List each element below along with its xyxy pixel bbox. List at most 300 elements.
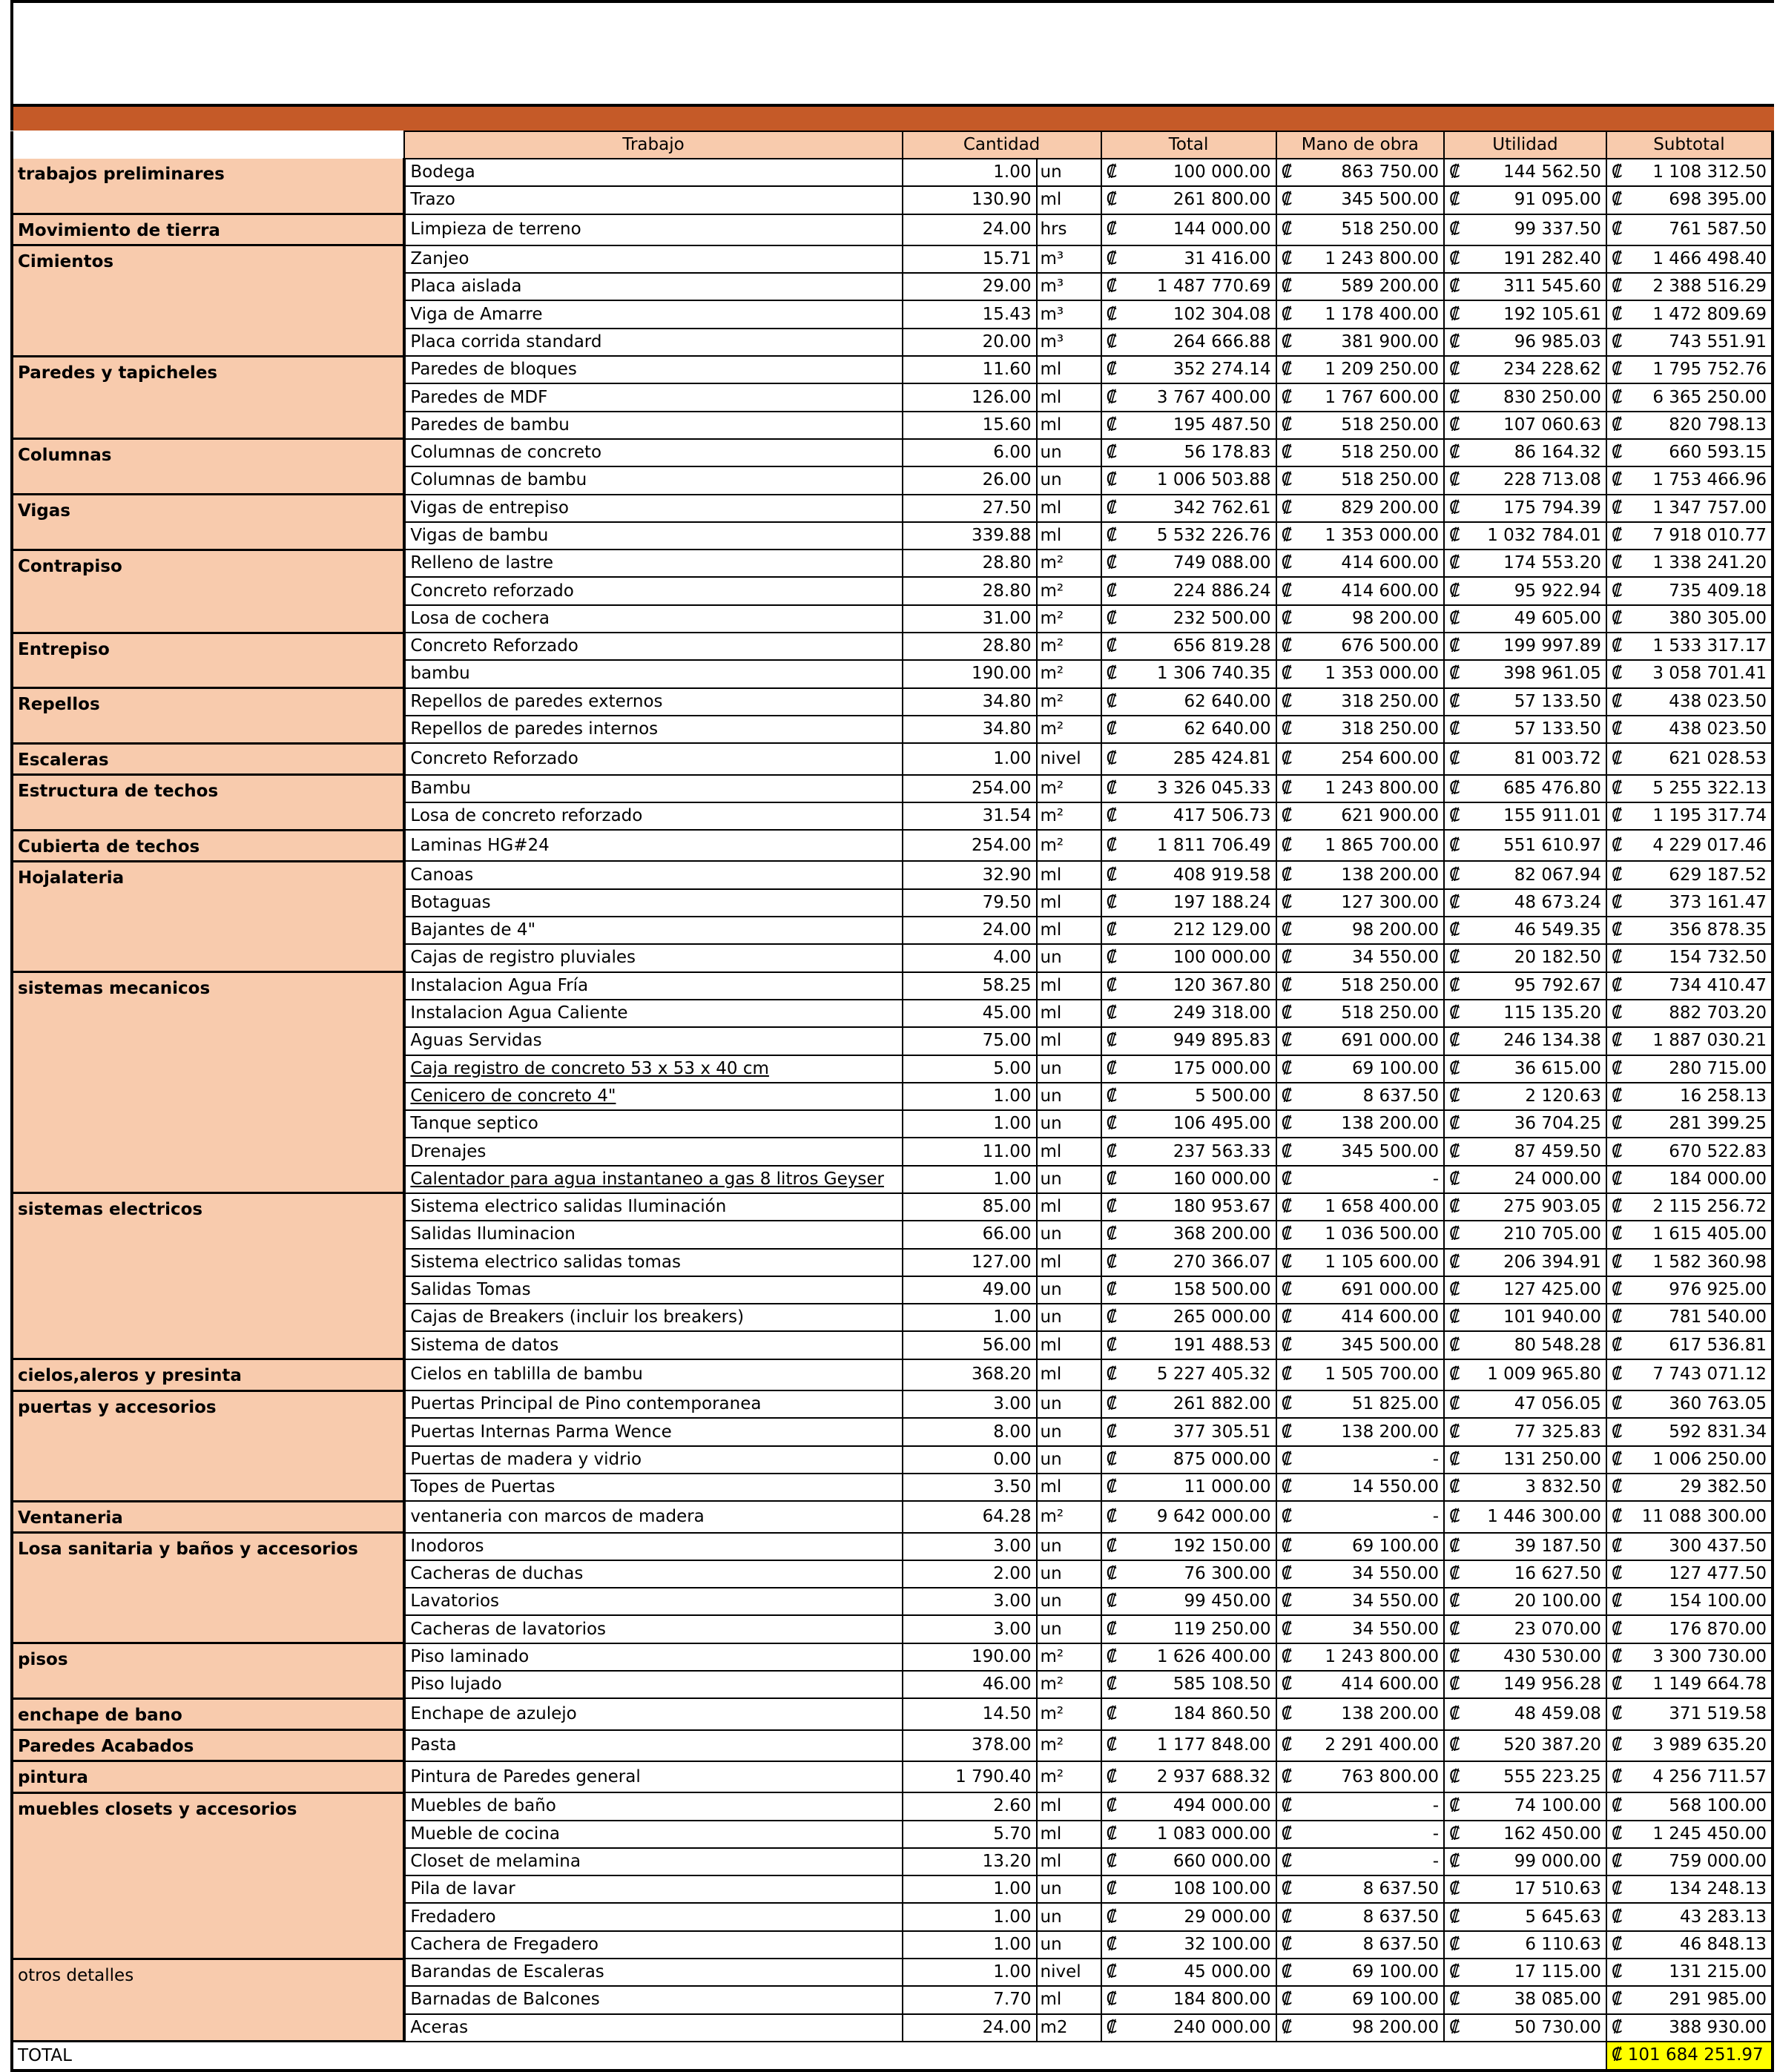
total-cell[interactable]: 224 886.24 <box>1132 577 1276 604</box>
total-cell[interactable]: 184 860.50 <box>1132 1698 1276 1729</box>
cantidad-cell[interactable]: 75.00 <box>903 1027 1037 1055</box>
cantidad-cell[interactable]: 3.50 <box>903 1474 1037 1501</box>
trabajo-cell[interactable]: Calentador para agua instantaneo a gas 8 litros Geyser <box>404 1166 902 1193</box>
unidad-cell[interactable]: m³ <box>1037 245 1101 273</box>
utilidad-cell[interactable]: 36 704.25 <box>1474 1110 1606 1138</box>
mano-de-obra-cell[interactable]: 345 500.00 <box>1307 1138 1444 1165</box>
utilidad-cell[interactable]: 99 000.00 <box>1474 1848 1606 1875</box>
utilidad-cell[interactable]: 49 605.00 <box>1474 605 1606 633</box>
mano-de-obra-cell[interactable]: 34 550.00 <box>1307 1588 1444 1615</box>
trabajo-cell[interactable]: Cajas de registro pluviales <box>404 944 902 971</box>
total-cell[interactable]: 352 274.14 <box>1132 356 1276 383</box>
total-cell[interactable]: 249 318.00 <box>1132 1000 1276 1027</box>
total-cell[interactable]: 265 000.00 <box>1132 1304 1276 1331</box>
subtotal-cell[interactable]: 976 925.00 <box>1638 1276 1773 1304</box>
mano-de-obra-cell[interactable]: 1 767 600.00 <box>1307 383 1444 411</box>
subtotal-cell[interactable]: 1 006 250.00 <box>1638 1446 1773 1474</box>
unidad-cell[interactable]: hrs <box>1037 214 1101 245</box>
unidad-cell[interactable]: m² <box>1037 1643 1101 1671</box>
mano-de-obra-cell[interactable]: 518 250.00 <box>1307 1000 1444 1027</box>
cantidad-cell[interactable]: 1.00 <box>903 1959 1037 1986</box>
mano-de-obra-cell[interactable]: 1 243 800.00 <box>1307 775 1444 802</box>
category-cell[interactable]: Losa sanitaria y baños y accesorios <box>12 1533 404 1643</box>
subtotal-cell[interactable]: 4 229 017.46 <box>1638 830 1773 861</box>
unidad-cell[interactable]: un <box>1037 1903 1101 1930</box>
cantidad-cell[interactable]: 31.00 <box>903 605 1037 633</box>
subtotal-cell[interactable]: 1 753 466.96 <box>1638 466 1773 494</box>
cantidad-cell[interactable]: 1.00 <box>903 1931 1037 1959</box>
unidad-cell[interactable]: un <box>1037 1615 1101 1643</box>
mano-de-obra-cell[interactable]: 69 100.00 <box>1307 1986 1444 2013</box>
utilidad-cell[interactable]: 107 060.63 <box>1474 412 1606 439</box>
category-cell[interactable]: puertas y accesorios <box>12 1390 404 1501</box>
unidad-cell[interactable]: m² <box>1037 1698 1101 1729</box>
subtotal-cell[interactable]: 16 258.13 <box>1638 1083 1773 1110</box>
unidad-cell[interactable]: ml <box>1037 383 1101 411</box>
total-cell[interactable]: 1 177 848.00 <box>1132 1730 1276 1761</box>
total-cell[interactable]: 494 000.00 <box>1132 1792 1276 1820</box>
mano-de-obra-cell[interactable]: 138 200.00 <box>1307 1110 1444 1138</box>
total-cell[interactable]: 656 819.28 <box>1132 633 1276 660</box>
trabajo-cell[interactable]: Cachera de Fregadero <box>404 1931 902 1959</box>
utilidad-cell[interactable]: 210 705.00 <box>1474 1221 1606 1248</box>
total-cell[interactable]: 191 488.53 <box>1132 1331 1276 1359</box>
total-cell[interactable]: 232 500.00 <box>1132 605 1276 633</box>
subtotal-cell[interactable]: 621 028.53 <box>1638 743 1773 774</box>
trabajo-cell[interactable]: Lavatorios <box>404 1588 902 1615</box>
subtotal-cell[interactable]: 371 519.58 <box>1638 1698 1773 1729</box>
category-cell[interactable]: Contrapiso <box>12 550 404 633</box>
utilidad-cell[interactable]: 20 182.50 <box>1474 944 1606 971</box>
trabajo-cell[interactable]: Sistema de datos <box>404 1331 902 1359</box>
cantidad-cell[interactable]: 28.80 <box>903 633 1037 660</box>
cantidad-cell[interactable]: 28.80 <box>903 550 1037 577</box>
cantidad-cell[interactable]: 126.00 <box>903 383 1037 411</box>
unidad-cell[interactable]: un <box>1037 159 1101 186</box>
subtotal-cell[interactable]: 356 878.35 <box>1638 917 1773 944</box>
unidad-cell[interactable]: nivel <box>1037 1959 1101 1986</box>
total-cell[interactable]: 1 811 706.49 <box>1132 830 1276 861</box>
subtotal-cell[interactable]: 734 410.47 <box>1638 972 1773 1000</box>
utilidad-cell[interactable]: 3 832.50 <box>1474 1474 1606 1501</box>
utilidad-cell[interactable]: 38 085.00 <box>1474 1986 1606 2013</box>
utilidad-cell[interactable]: 555 223.25 <box>1474 1761 1606 1792</box>
utilidad-cell[interactable]: 80 548.28 <box>1474 1331 1606 1359</box>
category-cell[interactable]: pintura <box>12 1761 404 1792</box>
header-utilidad[interactable]: Utilidad <box>1444 131 1606 159</box>
unidad-cell[interactable]: m² <box>1037 802 1101 830</box>
cantidad-cell[interactable]: 79.50 <box>903 889 1037 917</box>
unidad-cell[interactable]: m³ <box>1037 273 1101 300</box>
unidad-cell[interactable]: un <box>1037 439 1101 466</box>
subtotal-cell[interactable]: 300 437.50 <box>1638 1533 1773 1560</box>
total-cell[interactable]: 144 000.00 <box>1132 214 1276 245</box>
category-cell[interactable]: Vigas <box>12 495 404 550</box>
utilidad-cell[interactable]: 234 228.62 <box>1474 356 1606 383</box>
total-cell[interactable]: 62 640.00 <box>1132 688 1276 716</box>
utilidad-cell[interactable]: 192 105.61 <box>1474 300 1606 328</box>
mano-de-obra-cell[interactable]: 98 200.00 <box>1307 605 1444 633</box>
utilidad-cell[interactable]: 149 956.28 <box>1474 1671 1606 1698</box>
total-cell[interactable]: 660 000.00 <box>1132 1848 1276 1875</box>
category-cell[interactable]: otros detalles <box>12 1959 404 2042</box>
unidad-cell[interactable]: un <box>1037 1931 1101 1959</box>
mano-de-obra-cell[interactable]: 414 600.00 <box>1307 1671 1444 1698</box>
mano-de-obra-cell[interactable]: 8 637.50 <box>1307 1903 1444 1930</box>
total-cell[interactable]: 31 416.00 <box>1132 245 1276 273</box>
unidad-cell[interactable]: ml <box>1037 1027 1101 1055</box>
unidad-cell[interactable]: ml <box>1037 1359 1101 1390</box>
category-cell[interactable]: Repellos <box>12 688 404 744</box>
trabajo-cell[interactable]: Zanjeo <box>404 245 902 273</box>
mano-de-obra-cell[interactable]: 518 250.00 <box>1307 214 1444 245</box>
unidad-cell[interactable]: m² <box>1037 716 1101 743</box>
utilidad-cell[interactable]: 39 187.50 <box>1474 1533 1606 1560</box>
utilidad-cell[interactable]: 115 135.20 <box>1474 1000 1606 1027</box>
total-cell[interactable]: 1 083 000.00 <box>1132 1821 1276 1848</box>
unidad-cell[interactable]: ml <box>1037 412 1101 439</box>
trabajo-cell[interactable]: Puertas Internas Parma Wence <box>404 1418 902 1445</box>
cantidad-cell[interactable]: 28.80 <box>903 577 1037 604</box>
total-cell[interactable]: 261 882.00 <box>1132 1390 1276 1418</box>
utilidad-cell[interactable]: 101 940.00 <box>1474 1304 1606 1331</box>
cantidad-cell[interactable]: 13.20 <box>903 1848 1037 1875</box>
mano-de-obra-cell[interactable]: - <box>1307 1166 1444 1193</box>
subtotal-cell[interactable]: 6 365 250.00 <box>1638 383 1773 411</box>
trabajo-cell[interactable]: Pintura de Paredes general <box>404 1761 902 1792</box>
subtotal-cell[interactable]: 781 540.00 <box>1638 1304 1773 1331</box>
utilidad-cell[interactable]: 48 673.24 <box>1474 889 1606 917</box>
subtotal-cell[interactable]: 1 533 317.17 <box>1638 633 1773 660</box>
trabajo-cell[interactable]: Sistema electrico salidas Iluminación <box>404 1193 902 1221</box>
utilidad-cell[interactable]: 206 394.91 <box>1474 1249 1606 1276</box>
cantidad-cell[interactable]: 1.00 <box>903 1166 1037 1193</box>
header-total[interactable]: Total <box>1101 131 1276 159</box>
cantidad-cell[interactable]: 14.50 <box>903 1698 1037 1729</box>
total-cell[interactable]: 5 532 226.76 <box>1132 522 1276 550</box>
utilidad-cell[interactable]: 5 645.63 <box>1474 1903 1606 1930</box>
mano-de-obra-cell[interactable]: 51 825.00 <box>1307 1390 1444 1418</box>
cantidad-cell[interactable]: 5.00 <box>903 1055 1037 1083</box>
total-cell[interactable]: 1 306 740.35 <box>1132 660 1276 687</box>
total-cell[interactable]: 1 487 770.69 <box>1132 273 1276 300</box>
mano-de-obra-cell[interactable]: 518 250.00 <box>1307 439 1444 466</box>
total-cell[interactable]: 749 088.00 <box>1132 550 1276 577</box>
trabajo-cell[interactable]: Paredes de bloques <box>404 356 902 383</box>
utilidad-cell[interactable]: 23 070.00 <box>1474 1615 1606 1643</box>
mano-de-obra-cell[interactable]: 138 200.00 <box>1307 1698 1444 1729</box>
total-cell[interactable]: 100 000.00 <box>1132 944 1276 971</box>
utilidad-cell[interactable]: 246 134.38 <box>1474 1027 1606 1055</box>
trabajo-cell[interactable]: Losa de concreto reforzado <box>404 802 902 830</box>
total-cell[interactable]: 237 563.33 <box>1132 1138 1276 1165</box>
subtotal-cell[interactable]: 759 000.00 <box>1638 1848 1773 1875</box>
mano-de-obra-cell[interactable]: 34 550.00 <box>1307 944 1444 971</box>
header-trabajo[interactable]: Trabajo <box>404 131 902 159</box>
total-cell[interactable]: 240 000.00 <box>1132 2014 1276 2042</box>
utilidad-cell[interactable]: 275 903.05 <box>1474 1193 1606 1221</box>
utilidad-cell[interactable]: 551 610.97 <box>1474 830 1606 861</box>
utilidad-cell[interactable]: 82 067.94 <box>1474 861 1606 888</box>
unidad-cell[interactable]: un <box>1037 1304 1101 1331</box>
subtotal-cell[interactable]: 438 023.50 <box>1638 716 1773 743</box>
mano-de-obra-cell[interactable]: 14 550.00 <box>1307 1474 1444 1501</box>
subtotal-cell[interactable]: 660 593.15 <box>1638 439 1773 466</box>
cantidad-cell[interactable]: 7.70 <box>903 1986 1037 2013</box>
mano-de-obra-cell[interactable]: 691 000.00 <box>1307 1276 1444 1304</box>
subtotal-cell[interactable]: 154 100.00 <box>1638 1588 1773 1615</box>
mano-de-obra-cell[interactable]: 138 200.00 <box>1307 1418 1444 1445</box>
mano-de-obra-cell[interactable]: 1 353 000.00 <box>1307 660 1444 687</box>
utilidad-cell[interactable]: 48 459.08 <box>1474 1698 1606 1729</box>
unidad-cell[interactable]: ml <box>1037 1474 1101 1501</box>
total-cell[interactable]: 342 762.61 <box>1132 495 1276 522</box>
subtotal-cell[interactable]: 438 023.50 <box>1638 688 1773 716</box>
subtotal-cell[interactable]: 4 256 711.57 <box>1638 1761 1773 1792</box>
trabajo-cell[interactable]: Vigas de bambu <box>404 522 902 550</box>
utilidad-cell[interactable]: 398 961.05 <box>1474 660 1606 687</box>
utilidad-cell[interactable]: 24 000.00 <box>1474 1166 1606 1193</box>
utilidad-cell[interactable]: 1 032 784.01 <box>1474 522 1606 550</box>
cantidad-cell[interactable]: 56.00 <box>903 1331 1037 1359</box>
trabajo-cell[interactable]: Barandas de Escaleras <box>404 1959 902 1986</box>
header-subtotal[interactable]: Subtotal <box>1606 131 1773 159</box>
total-cell[interactable]: 368 200.00 <box>1132 1221 1276 1248</box>
mano-de-obra-cell[interactable]: 1 209 250.00 <box>1307 356 1444 383</box>
cantidad-cell[interactable]: 49.00 <box>903 1276 1037 1304</box>
header-mano-de-obra[interactable]: Mano de obra <box>1276 131 1444 159</box>
trabajo-cell[interactable]: Cajas de Breakers (incluir los breakers) <box>404 1304 902 1331</box>
mano-de-obra-cell[interactable]: 589 200.00 <box>1307 273 1444 300</box>
trabajo-cell[interactable]: Vigas de entrepiso <box>404 495 902 522</box>
cantidad-cell[interactable]: 45.00 <box>903 1000 1037 1027</box>
utilidad-cell[interactable]: 57 133.50 <box>1474 688 1606 716</box>
subtotal-cell[interactable]: 1 795 752.76 <box>1638 356 1773 383</box>
total-cell[interactable]: 264 666.88 <box>1132 329 1276 356</box>
unidad-cell[interactable]: m² <box>1037 1671 1101 1698</box>
trabajo-cell[interactable]: Botaguas <box>404 889 902 917</box>
unidad-cell[interactable]: ml <box>1037 972 1101 1000</box>
unidad-cell[interactable]: m² <box>1037 1730 1101 1761</box>
trabajo-cell[interactable]: Puertas Principal de Pino contemporanea <box>404 1390 902 1418</box>
unidad-cell[interactable]: m² <box>1037 1761 1101 1792</box>
subtotal-cell[interactable]: 1 582 360.98 <box>1638 1249 1773 1276</box>
subtotal-cell[interactable]: 7 743 071.12 <box>1638 1359 1773 1390</box>
subtotal-cell[interactable]: 280 715.00 <box>1638 1055 1773 1083</box>
subtotal-cell[interactable]: 670 522.83 <box>1638 1138 1773 1165</box>
trabajo-cell[interactable]: Instalacion Agua Fría <box>404 972 902 1000</box>
category-cell[interactable]: cielos,aleros y presinta <box>12 1359 404 1390</box>
unidad-cell[interactable]: un <box>1037 1588 1101 1615</box>
cantidad-cell[interactable]: 1.00 <box>903 159 1037 186</box>
trabajo-cell[interactable]: Closet de melamina <box>404 1848 902 1875</box>
mano-de-obra-cell[interactable]: 829 200.00 <box>1307 495 1444 522</box>
trabajo-cell[interactable]: Concreto Reforzado <box>404 633 902 660</box>
trabajo-cell[interactable]: Sistema electrico salidas tomas <box>404 1249 902 1276</box>
mano-de-obra-cell[interactable]: 414 600.00 <box>1307 550 1444 577</box>
cantidad-cell[interactable]: 46.00 <box>903 1671 1037 1698</box>
mano-de-obra-cell[interactable]: 1 505 700.00 <box>1307 1359 1444 1390</box>
subtotal-cell[interactable]: 592 831.34 <box>1638 1418 1773 1445</box>
subtotal-cell[interactable]: 127 477.50 <box>1638 1560 1773 1588</box>
cantidad-cell[interactable]: 1.00 <box>903 1875 1037 1903</box>
mano-de-obra-cell[interactable]: 518 250.00 <box>1307 412 1444 439</box>
trabajo-cell[interactable]: Puertas de madera y vidrio <box>404 1446 902 1474</box>
cantidad-cell[interactable]: 24.00 <box>903 214 1037 245</box>
subtotal-cell[interactable]: 134 248.13 <box>1638 1875 1773 1903</box>
total-cell[interactable]: 408 919.58 <box>1132 861 1276 888</box>
cantidad-cell[interactable]: 8.00 <box>903 1418 1037 1445</box>
unidad-cell[interactable]: ml <box>1037 1792 1101 1820</box>
utilidad-cell[interactable]: 20 100.00 <box>1474 1588 1606 1615</box>
mano-de-obra-cell[interactable]: 1 353 000.00 <box>1307 522 1444 550</box>
unidad-cell[interactable]: ml <box>1037 917 1101 944</box>
trabajo-cell[interactable]: Fredadero <box>404 1903 902 1930</box>
subtotal-cell[interactable]: 1 466 498.40 <box>1638 245 1773 273</box>
mano-de-obra-cell[interactable]: 621 900.00 <box>1307 802 1444 830</box>
cantidad-cell[interactable]: 254.00 <box>903 830 1037 861</box>
total-cell[interactable]: 195 487.50 <box>1132 412 1276 439</box>
mano-de-obra-cell[interactable]: 254 600.00 <box>1307 743 1444 774</box>
subtotal-cell[interactable]: 735 409.18 <box>1638 577 1773 604</box>
trabajo-cell[interactable]: Concreto Reforzado <box>404 743 902 774</box>
trabajo-cell[interactable]: Placa aislada <box>404 273 902 300</box>
total-cell[interactable]: 197 188.24 <box>1132 889 1276 917</box>
subtotal-cell[interactable]: 820 798.13 <box>1638 412 1773 439</box>
trabajo-cell[interactable]: Columnas de bambu <box>404 466 902 494</box>
trabajo-cell[interactable]: Aguas Servidas <box>404 1027 902 1055</box>
trabajo-cell[interactable]: Bambu <box>404 775 902 802</box>
category-cell[interactable]: Escaleras <box>12 743 404 774</box>
unidad-cell[interactable]: un <box>1037 1110 1101 1138</box>
cantidad-cell[interactable]: 190.00 <box>903 1643 1037 1671</box>
total-cell[interactable]: 180 953.67 <box>1132 1193 1276 1221</box>
unidad-cell[interactable]: un <box>1037 1875 1101 1903</box>
mano-de-obra-cell[interactable]: 98 200.00 <box>1307 2014 1444 2042</box>
unidad-cell[interactable]: ml <box>1037 1848 1101 1875</box>
utilidad-cell[interactable]: 57 133.50 <box>1474 716 1606 743</box>
unidad-cell[interactable]: m2 <box>1037 2014 1101 2042</box>
subtotal-cell[interactable]: 617 536.81 <box>1638 1331 1773 1359</box>
cantidad-cell[interactable]: 3.00 <box>903 1533 1037 1560</box>
trabajo-cell[interactable]: Muebles de baño <box>404 1792 902 1820</box>
unidad-cell[interactable]: ml <box>1037 1000 1101 1027</box>
trabajo-cell[interactable]: Salidas Iluminacion <box>404 1221 902 1248</box>
utilidad-cell[interactable]: 199 997.89 <box>1474 633 1606 660</box>
trabajo-cell[interactable]: Pila de lavar <box>404 1875 902 1903</box>
trabajo-cell[interactable]: Limpieza de terreno <box>404 214 902 245</box>
category-cell[interactable]: Ventaneria <box>12 1501 404 1532</box>
cantidad-cell[interactable]: 127.00 <box>903 1249 1037 1276</box>
mano-de-obra-cell[interactable]: 414 600.00 <box>1307 577 1444 604</box>
total-cell[interactable]: 212 129.00 <box>1132 917 1276 944</box>
utilidad-cell[interactable]: 830 250.00 <box>1474 383 1606 411</box>
cantidad-cell[interactable]: 11.00 <box>903 1138 1037 1165</box>
mano-de-obra-cell[interactable]: 863 750.00 <box>1307 159 1444 186</box>
cantidad-cell[interactable]: 1.00 <box>903 1304 1037 1331</box>
cantidad-cell[interactable]: 1.00 <box>903 743 1037 774</box>
mano-de-obra-cell[interactable]: 518 250.00 <box>1307 466 1444 494</box>
total-cell[interactable]: 56 178.83 <box>1132 439 1276 466</box>
utilidad-cell[interactable]: 174 553.20 <box>1474 550 1606 577</box>
unidad-cell[interactable]: ml <box>1037 356 1101 383</box>
utilidad-cell[interactable]: 1 009 965.80 <box>1474 1359 1606 1390</box>
mano-de-obra-cell[interactable]: 1 658 400.00 <box>1307 1193 1444 1221</box>
trabajo-cell[interactable]: Columnas de concreto <box>404 439 902 466</box>
cantidad-cell[interactable]: 5.70 <box>903 1821 1037 1848</box>
cantidad-cell[interactable]: 378.00 <box>903 1730 1037 1761</box>
cantidad-cell[interactable]: 190.00 <box>903 660 1037 687</box>
subtotal-cell[interactable]: 1 149 664.78 <box>1638 1671 1773 1698</box>
unidad-cell[interactable]: m² <box>1037 775 1101 802</box>
unidad-cell[interactable]: m² <box>1037 550 1101 577</box>
utilidad-cell[interactable]: 685 476.80 <box>1474 775 1606 802</box>
cantidad-cell[interactable]: 3.00 <box>903 1390 1037 1418</box>
total-cell[interactable]: 417 506.73 <box>1132 802 1276 830</box>
subtotal-cell[interactable]: 3 300 730.00 <box>1638 1643 1773 1671</box>
subtotal-cell[interactable]: 882 703.20 <box>1638 1000 1773 1027</box>
subtotal-cell[interactable]: 184 000.00 <box>1638 1166 1773 1193</box>
cantidad-cell[interactable]: 15.71 <box>903 245 1037 273</box>
unidad-cell[interactable]: ml <box>1037 522 1101 550</box>
subtotal-cell[interactable]: 43 283.13 <box>1638 1903 1773 1930</box>
utilidad-cell[interactable]: 2 120.63 <box>1474 1083 1606 1110</box>
utilidad-cell[interactable]: 50 730.00 <box>1474 2014 1606 2042</box>
trabajo-cell[interactable]: Barnadas de Balcones <box>404 1986 902 2013</box>
total-cell[interactable]: 9 642 000.00 <box>1132 1501 1276 1532</box>
subtotal-cell[interactable]: 1 347 757.00 <box>1638 495 1773 522</box>
total-cell[interactable]: 45 000.00 <box>1132 1959 1276 1986</box>
total-cell[interactable]: 106 495.00 <box>1132 1110 1276 1138</box>
mano-de-obra-cell[interactable]: 318 250.00 <box>1307 716 1444 743</box>
subtotal-cell[interactable]: 761 587.50 <box>1638 214 1773 245</box>
mano-de-obra-cell[interactable]: - <box>1307 1501 1444 1532</box>
trabajo-cell[interactable]: Mueble de cocina <box>404 1821 902 1848</box>
category-cell[interactable]: Hojalateria <box>12 861 404 971</box>
subtotal-cell[interactable]: 1 338 241.20 <box>1638 550 1773 577</box>
total-cell[interactable]: 102 304.08 <box>1132 300 1276 328</box>
subtotal-cell[interactable]: 1 472 809.69 <box>1638 300 1773 328</box>
trabajo-cell[interactable]: Losa de cochera <box>404 605 902 633</box>
cantidad-cell[interactable]: 26.00 <box>903 466 1037 494</box>
utilidad-cell[interactable]: 6 110.63 <box>1474 1931 1606 1959</box>
cantidad-cell[interactable]: 4.00 <box>903 944 1037 971</box>
cantidad-cell[interactable]: 20.00 <box>903 329 1037 356</box>
cantidad-cell[interactable]: 2.60 <box>903 1792 1037 1820</box>
trabajo-cell[interactable]: Bodega <box>404 159 902 186</box>
trabajo-cell[interactable]: Relleno de lastre <box>404 550 902 577</box>
cantidad-cell[interactable]: 66.00 <box>903 1221 1037 1248</box>
mano-de-obra-cell[interactable]: 518 250.00 <box>1307 972 1444 1000</box>
mano-de-obra-cell[interactable]: 1 178 400.00 <box>1307 300 1444 328</box>
cantidad-cell[interactable]: 24.00 <box>903 917 1037 944</box>
unidad-cell[interactable]: m³ <box>1037 329 1101 356</box>
cantidad-cell[interactable]: 0.00 <box>903 1446 1037 1474</box>
unidad-cell[interactable]: m² <box>1037 577 1101 604</box>
cantidad-cell[interactable]: 1 790.40 <box>903 1761 1037 1792</box>
utilidad-cell[interactable]: 81 003.72 <box>1474 743 1606 774</box>
total-cell[interactable]: 175 000.00 <box>1132 1055 1276 1083</box>
trabajo-cell[interactable]: Pasta <box>404 1730 902 1761</box>
unidad-cell[interactable]: m² <box>1037 830 1101 861</box>
trabajo-cell[interactable]: Concreto reforzado <box>404 577 902 604</box>
mano-de-obra-cell[interactable]: 138 200.00 <box>1307 861 1444 888</box>
trabajo-cell[interactable]: Cenicero de concreto 4" <box>404 1083 902 1110</box>
cantidad-cell[interactable]: 64.28 <box>903 1501 1037 1532</box>
unidad-cell[interactable]: un <box>1037 1446 1101 1474</box>
total-cell[interactable]: 5 500.00 <box>1132 1083 1276 1110</box>
trabajo-cell[interactable]: Placa corrida standard <box>404 329 902 356</box>
